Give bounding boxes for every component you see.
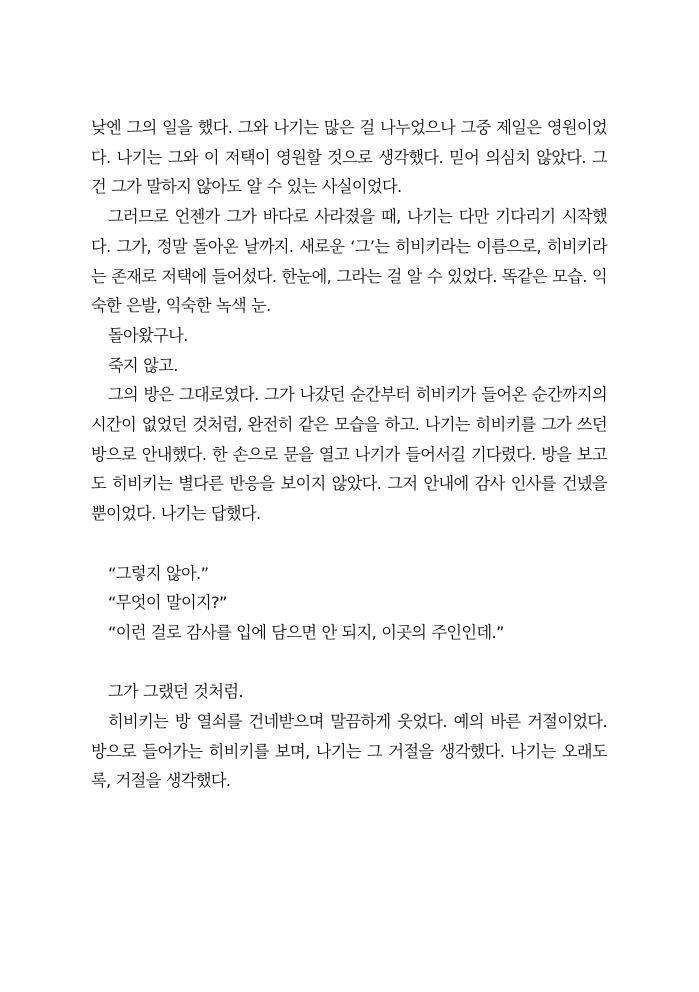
dialogue-line-1: “그렇지 않아.” xyxy=(108,563,209,583)
paragraph-waiting: 그러므로 언젠가 그가 바다로 사라졌을 때, 나기는 다만 기다리기 시작했다. 그가, 정말 돌아온 날까지. 새로운 ‘그’는 히비키라는 이름으로, 히비키라는 존재로 저택에 들어섰다. 한눈에, 그라는 걸 알 수 있었다. 똑같은 모습. 익숙한 은발, 익숙한 녹색 눈. xyxy=(91,207,607,316)
blank-line xyxy=(91,648,607,678)
paragraph-returned: 돌아왔구나. xyxy=(108,325,188,345)
paragraph-eternity: 낮엔 그의 일을 했다. 그와 나기는 많은 걸 나누었으나 그중 제일은 영원이었다. 나기는 그와 이 저택이 영원할 것으로 생각했다. 믿어 의심치 않았다. 그건 그가 말하지 않아도 알 수 있는 사실이었다. xyxy=(91,118,607,197)
dialogue-line-2: “무엇이 말이지?” xyxy=(108,593,227,613)
document-page xyxy=(91,113,607,796)
paragraph-as-he-did: 그가 그랬던 것처럼. xyxy=(108,682,243,702)
paragraph-room: 그의 방은 그대로였다. 그가 나갔던 순간부터 히비키가 들어온 순간까지의 시간이 없었던 것처럼, 완전히 같은 모습을 하고. 나기는 히비키를 그가 쓰던 방으로 안내했다. 한 손으로 문을 열고 나기가 들어서길 기다렸다. 방을 보고도 히비키는 별다른 반응을 보이지 않았다. 그저 안내에 감사 인사를 건넸을 뿐이었다. 나기는 답했다. xyxy=(91,385,607,524)
paragraph-not-dead: 죽지 않고. xyxy=(108,355,178,375)
blank-line xyxy=(91,529,607,559)
paragraph-refusal: 히비키는 방 열쇠를 건네받으며 말끔하게 웃었다. 예의 바른 거절이었다. 방으로 들어가는 히비키를 보며, 나기는 그 거절을 생각했다. 나기는 오래도록, 거절을 생각했다. xyxy=(91,712,607,791)
dialogue-line-3: “이런 걸로 감사를 입에 담으면 안 되지, 이곳의 주인인데.” xyxy=(108,622,504,642)
